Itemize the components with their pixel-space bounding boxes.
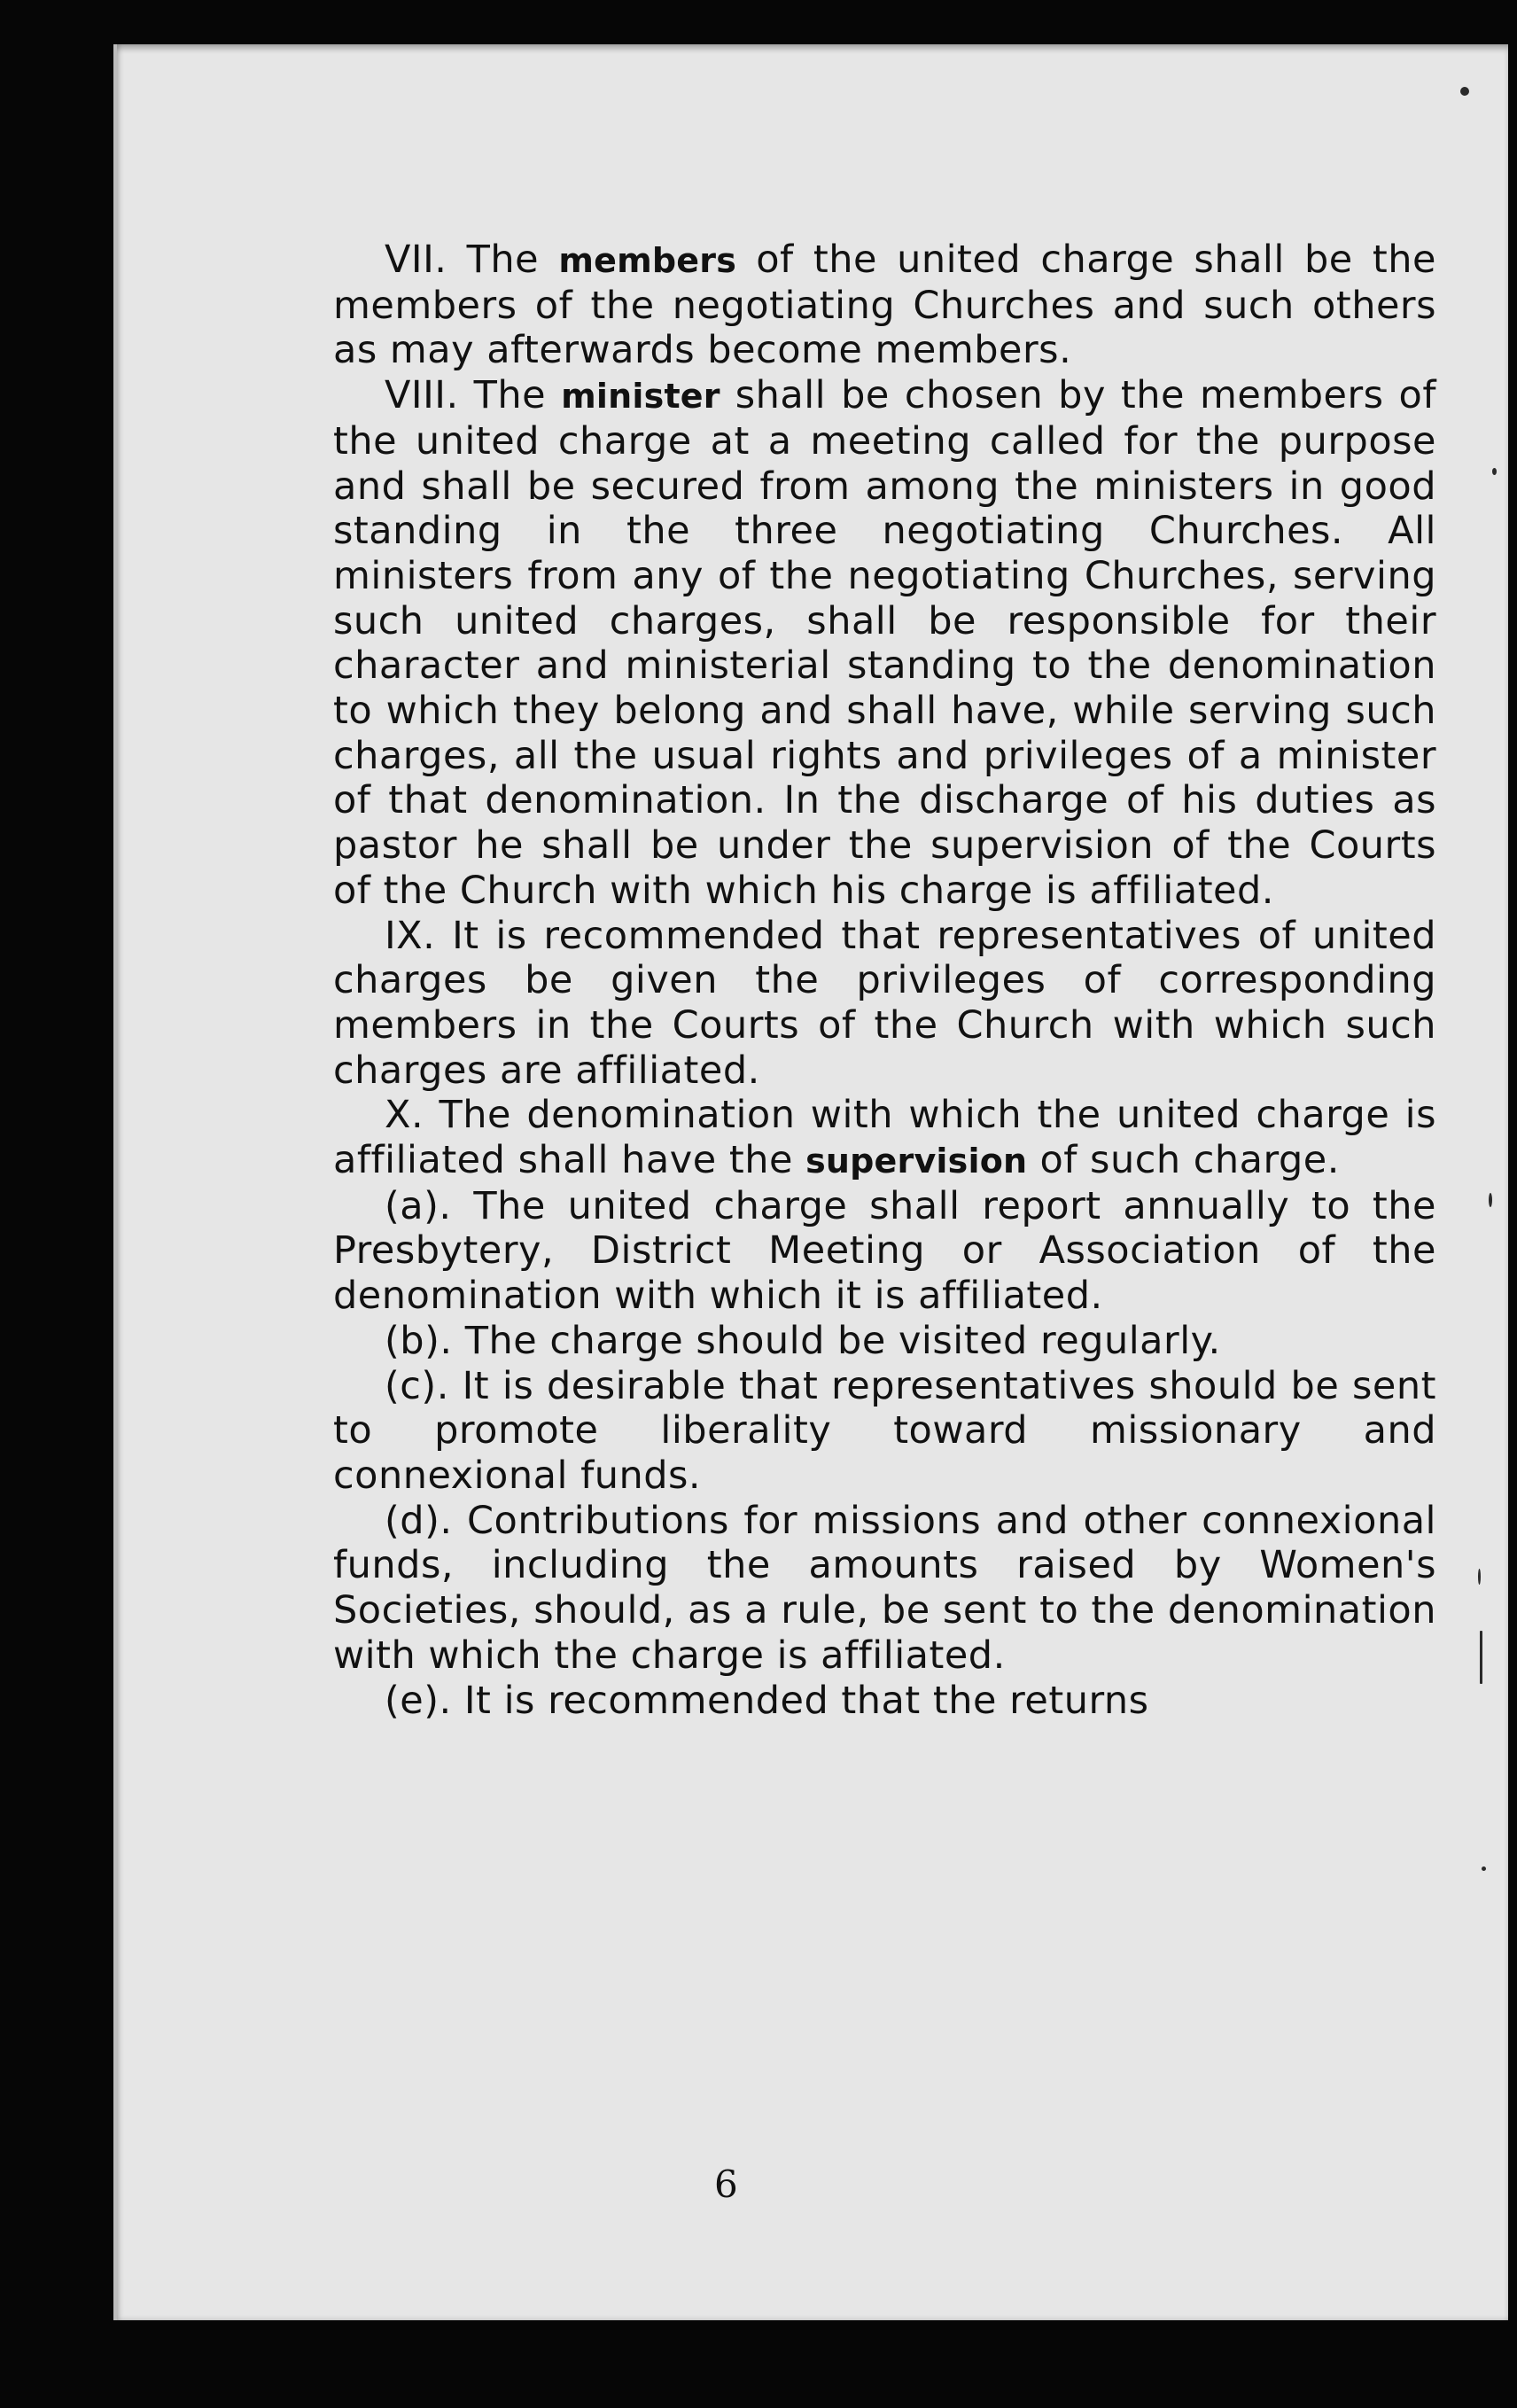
scan-speck <box>1478 1569 1481 1585</box>
document-page <box>113 44 1508 2320</box>
paragraph-b <box>333 1319 1436 1364</box>
paragraph-a <box>333 1184 1436 1319</box>
emphasis-term: minister <box>561 377 720 417</box>
paragraph-text: The <box>473 373 547 418</box>
paragraph-text: It is recommended that the returns <box>463 1678 1149 1723</box>
paragraph-text: It is desirable that representatives should be sent to promote liberality toward missionary and connexional funds. <box>333 1363 1436 1498</box>
scan-speck <box>1480 1631 1482 1684</box>
paragraph-text: of the united charge shall be the members of the negotiating Churches and such others as may afterwards become members. <box>333 238 1436 373</box>
page-number: 6 <box>714 2163 738 2206</box>
scan-speck <box>1460 87 1469 96</box>
paragraph-text: shall be chosen by the members of the united charge at a meeting called for the purpose and shall be secured from among the ministers in good standing in the three negotiating Churches. All ministers from any of the negotiating Churches, serving such united charges, shall be responsible for their character and ministerial standing to the denomination to which they belong and shall have, while serving such charges, all the usual rights and privileges of a minister of that denomination. In the discharge of his duties as pastor he shall be under the supervision of the Courts of the Church with which his charge is affiliated. <box>333 373 1436 913</box>
paragraph-c <box>333 1364 1436 1499</box>
paragraph-marker: (a). <box>385 1183 452 1228</box>
paragraph-text: It is recommended that representatives of united charges be given the privileges of corresponding members in the Courts of the Church with which such charges are affiliated. <box>333 913 1436 1093</box>
paragraph-d <box>333 1499 1436 1679</box>
paragraph-vii <box>333 238 1436 373</box>
paragraph-text: The united charge shall report annually to the Presbytery, District Meeting or Association of the denomination with which it is affiliated. <box>333 1183 1436 1319</box>
paragraph-marker: (b). <box>385 1318 453 1363</box>
paragraph-text: The charge should be visited regularly. <box>464 1318 1221 1363</box>
paragraph-text: Contributions for missions and other connexional funds, including the amounts raised by Women's Societies, should, as a rule, be sent to the denomination with which the charge is affiliated. <box>333 1498 1436 1678</box>
paragraph-marker: X. <box>385 1093 424 1138</box>
paragraph-text: The denomination with which the united charge is affiliated shall have the <box>333 1093 1436 1183</box>
emphasis-term: supervision <box>805 1142 1028 1181</box>
body-text <box>333 238 1436 1723</box>
page-edge <box>113 44 117 2320</box>
paragraph-ix <box>333 914 1436 1094</box>
emphasis-term: members <box>558 241 737 280</box>
paragraph-text: The <box>466 238 540 282</box>
scan-speck <box>1489 1193 1492 1207</box>
paragraph-marker: VII. <box>385 238 447 282</box>
paragraph-marker: (e). <box>385 1678 452 1723</box>
scan-speck <box>1492 468 1497 475</box>
paragraph-marker: IX. <box>385 913 436 958</box>
paragraph-viii <box>333 373 1436 913</box>
paragraph-marker: (c). <box>385 1363 449 1408</box>
paragraph-text: of such charge. <box>1039 1138 1340 1183</box>
paragraph-marker: VIII. <box>385 373 459 418</box>
scan-speck <box>1482 1866 1486 1871</box>
paragraph-marker: (d). <box>385 1498 453 1543</box>
paragraph-e <box>333 1679 1436 1724</box>
paragraph-x <box>333 1093 1436 1183</box>
